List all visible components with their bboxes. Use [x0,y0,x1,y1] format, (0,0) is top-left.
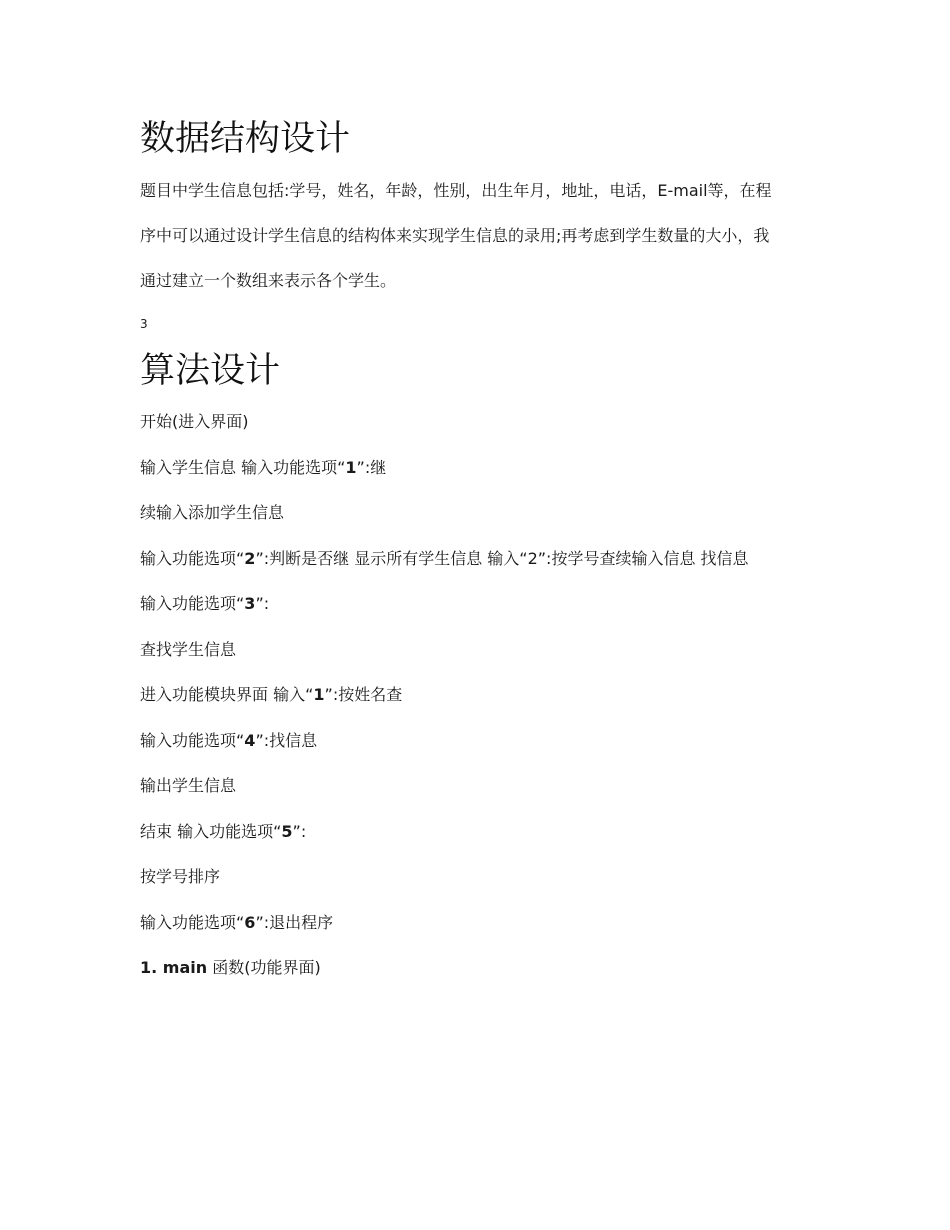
section-heading-data-structure: 数据结构设计 [140,119,351,159]
paragraph: 序中可以通过设计学生信息的结构体来实现学生信息的录用;再考虑到学生数量的大小，我 [140,225,770,245]
algorithm-line: 输入学生信息 输入功能选项“1”:继 [140,457,387,477]
algorithm-line: 按学号排序 [140,867,221,886]
algorithm-line: 输入功能选项“4”:找信息 [140,730,318,750]
algorithm-line: 1. main 函数(功能界面) [140,958,321,977]
paragraph: 通过建立一个数组来表示各个学生。 [140,270,397,290]
algorithm-lines [140,408,810,981]
algorithm-line: 输入功能选项“2”:判断是否继 显示所有学生信息 输入“2”:按学号查续输入信息 找信息 [140,548,749,568]
algorithm-line: 输入功能选项“3”: [140,594,270,613]
page-number: 3 [140,316,148,331]
algorithm-line: 续输入添加学生信息 [140,503,285,522]
algorithm-line: 开始(进入界面) [140,412,249,431]
section-heading-algorithm: 算法设计 [140,350,281,391]
section-body-data-structure [140,177,810,294]
algorithm-line: 查找学生信息 [140,639,237,659]
algorithm-line: 进入功能模块界面 输入“1”:按姓名查 [140,685,403,704]
algorithm-line: 输出学生信息 [140,776,237,795]
algorithm-line: 结束 输入功能选项“5”: [140,821,307,841]
page-content [140,120,810,1000]
algorithm-line: 输入功能选项“6”:退出程序 [140,912,334,932]
paragraph: 题目中学生信息包括:学号，姓名，年龄，性别，出生年月，地址，电话，E-mail等，在程 [140,180,772,200]
